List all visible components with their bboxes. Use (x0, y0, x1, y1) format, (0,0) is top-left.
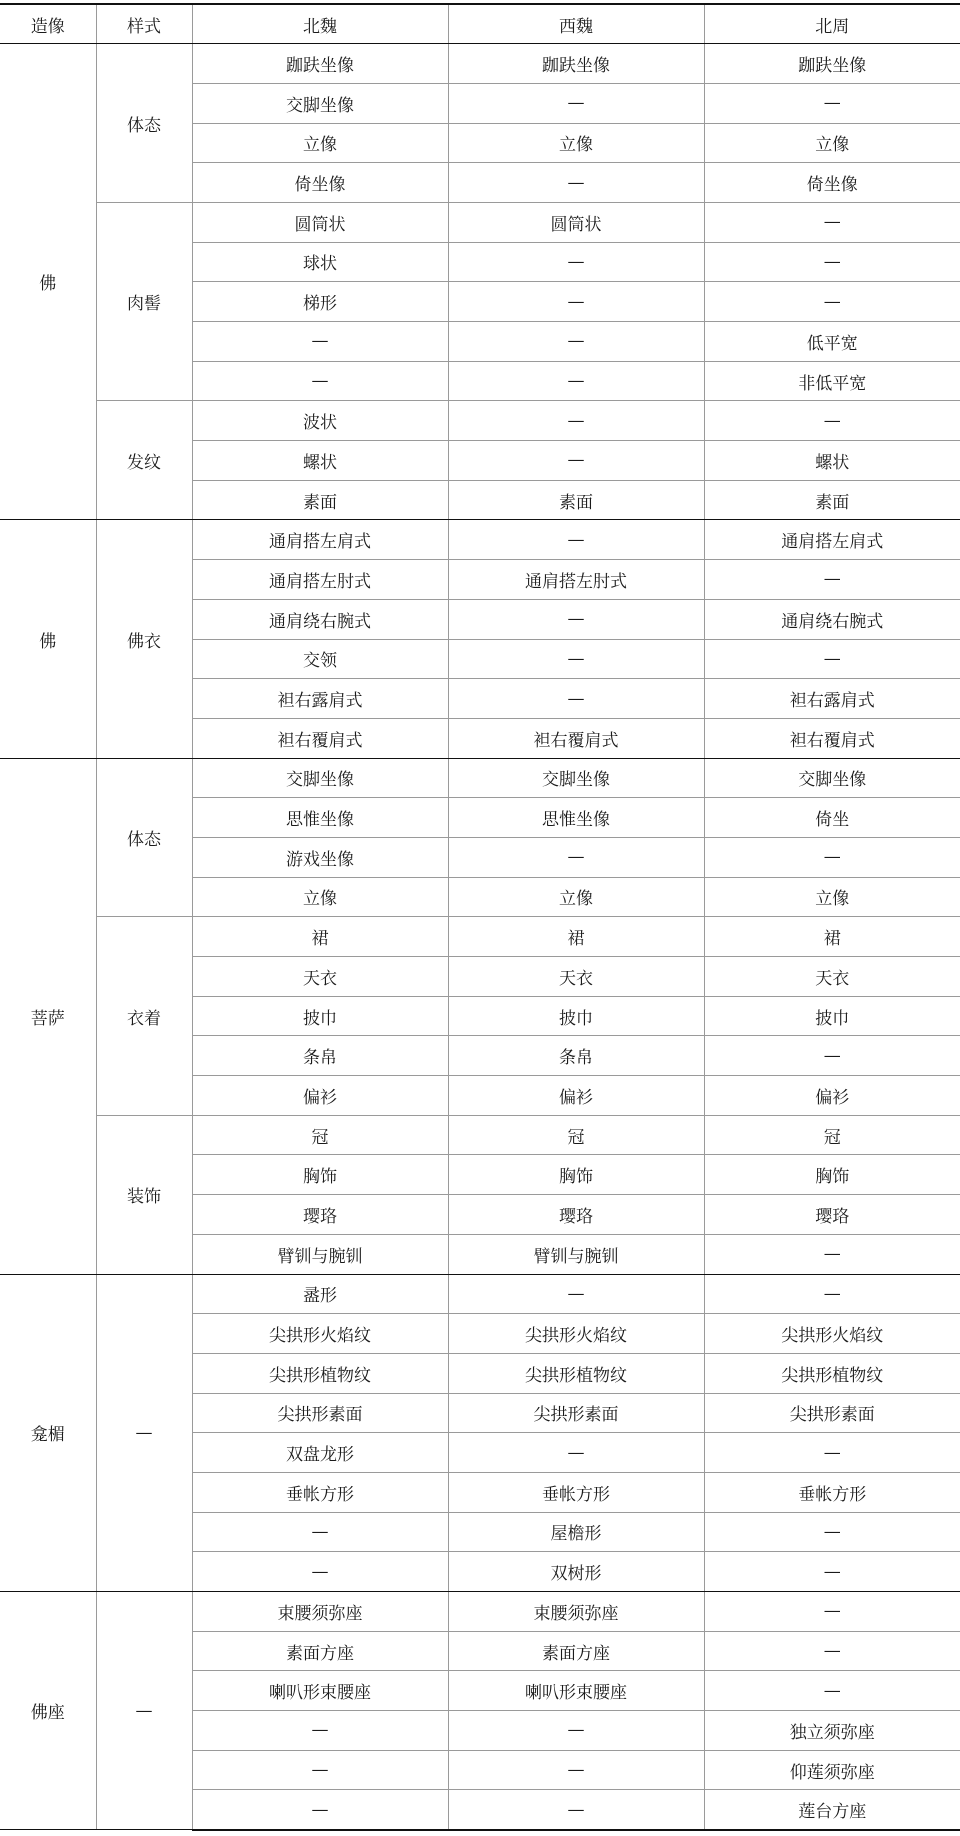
northern-zhou-cell: 天衣 (704, 957, 960, 997)
northern-zhou-cell: — (704, 83, 960, 123)
northern-wei-cell: 球状 (192, 242, 448, 282)
northern-zhou-cell: 尖拱形素面 (704, 1393, 960, 1433)
northern-zhou-cell: 通肩搭左肩式 (704, 520, 960, 560)
northern-wei-cell: — (192, 1552, 448, 1592)
header-row (0, 4, 960, 44)
table-row (0, 917, 960, 957)
northern-zhou-cell: 璎珞 (704, 1195, 960, 1235)
northern-zhou-cell: 螺状 (704, 441, 960, 481)
western-wei-cell: — (448, 1711, 704, 1751)
northern-wei-cell: 交脚坐像 (192, 758, 448, 798)
table-row (0, 401, 960, 441)
northern-zhou-cell: 尖拱形火焰纹 (704, 1314, 960, 1354)
northern-zhou-cell: 素面 (704, 480, 960, 520)
western-wei-cell: — (448, 837, 704, 877)
northern-zhou-cell: — (704, 1592, 960, 1632)
table-row (0, 520, 960, 560)
table-row (0, 1274, 960, 1314)
western-wei-cell: — (448, 1274, 704, 1314)
western-wei-cell: 圆筒状 (448, 202, 704, 242)
western-wei-cell: 尖拱形植物纹 (448, 1353, 704, 1393)
style-cell: 衣着 (96, 917, 192, 1115)
northern-zhou-cell: — (704, 1552, 960, 1592)
western-wei-cell: 臂钏与腕钏 (448, 1234, 704, 1274)
northern-zhou-cell: 袒右覆肩式 (704, 718, 960, 758)
northern-zhou-cell: 低平宽 (704, 322, 960, 362)
western-wei-cell: — (448, 1433, 704, 1473)
western-wei-cell: 思惟坐像 (448, 798, 704, 838)
northern-wei-cell: 袒右露肩式 (192, 679, 448, 719)
northern-wei-cell: 通肩搭左肘式 (192, 560, 448, 600)
northern-wei-cell: — (192, 1750, 448, 1790)
western-wei-cell: 胸饰 (448, 1155, 704, 1195)
style-cell: 体态 (96, 44, 192, 203)
northern-wei-cell: 胸饰 (192, 1155, 448, 1195)
northern-zhou-cell: 胸饰 (704, 1155, 960, 1195)
category-cell: 佛 (0, 520, 96, 758)
northern-wei-cell: 通肩绕右腕式 (192, 599, 448, 639)
northern-wei-cell: 立像 (192, 123, 448, 163)
western-wei-cell: 披巾 (448, 996, 704, 1036)
northern-wei-cell: 交领 (192, 639, 448, 679)
northern-zhou-cell: 披巾 (704, 996, 960, 1036)
table-header (0, 4, 960, 44)
comparison-table (0, 3, 960, 1831)
table-row (0, 44, 960, 84)
category-cell: 菩萨 (0, 758, 96, 1274)
northern-zhou-cell: 冠 (704, 1115, 960, 1155)
northern-zhou-cell: — (704, 1234, 960, 1274)
table-body (0, 44, 960, 1830)
northern-wei-cell: 披巾 (192, 996, 448, 1036)
western-wei-cell: 尖拱形素面 (448, 1393, 704, 1433)
western-wei-cell: — (448, 361, 704, 401)
northern-zhou-cell: 通肩绕右腕式 (704, 599, 960, 639)
northern-wei-cell: — (192, 361, 448, 401)
northern-zhou-cell: 倚坐 (704, 798, 960, 838)
northern-zhou-cell: 偏衫 (704, 1076, 960, 1116)
western-wei-cell: 垂帐方形 (448, 1472, 704, 1512)
northern-wei-cell: 束腰须弥座 (192, 1592, 448, 1632)
northern-wei-cell: 尖拱形植物纹 (192, 1353, 448, 1393)
northern-wei-cell: 垂帐方形 (192, 1472, 448, 1512)
western-wei-cell: — (448, 401, 704, 441)
northern-wei-cell: 交脚坐像 (192, 83, 448, 123)
northern-wei-cell: 梯形 (192, 282, 448, 322)
western-wei-cell: — (448, 282, 704, 322)
western-wei-cell: 交脚坐像 (448, 758, 704, 798)
western-wei-cell: 屋檐形 (448, 1512, 704, 1552)
category-cell: 佛座 (0, 1592, 96, 1830)
northern-wei-cell: 喇叭形束腰座 (192, 1671, 448, 1711)
northern-wei-cell: 双盘龙形 (192, 1433, 448, 1473)
western-wei-cell: — (448, 679, 704, 719)
northern-wei-cell: — (192, 1711, 448, 1751)
style-cell: 佛衣 (96, 520, 192, 758)
northern-wei-cell: 璎珞 (192, 1195, 448, 1235)
northern-zhou-cell: 立像 (704, 877, 960, 917)
western-wei-cell: — (448, 1750, 704, 1790)
northern-zhou-cell: — (704, 560, 960, 600)
western-wei-cell: 素面方座 (448, 1631, 704, 1671)
western-wei-cell: 天衣 (448, 957, 704, 997)
western-wei-cell: — (448, 163, 704, 203)
category-cell: 龛楣 (0, 1274, 96, 1592)
northern-wei-cell: 袒右覆肩式 (192, 718, 448, 758)
northern-zhou-cell: — (704, 401, 960, 441)
western-wei-cell: 偏衫 (448, 1076, 704, 1116)
style-cell: 发纹 (96, 401, 192, 520)
header-cell-style: 样式 (96, 4, 192, 44)
northern-zhou-cell: 垂帐方形 (704, 1472, 960, 1512)
western-wei-cell: 袒右覆肩式 (448, 718, 704, 758)
northern-zhou-cell: — (704, 242, 960, 282)
western-wei-cell: 裙 (448, 917, 704, 957)
header-cell-northern-zhou: 北周 (704, 4, 960, 44)
northern-zhou-cell: 尖拱形植物纹 (704, 1353, 960, 1393)
western-wei-cell: 璎珞 (448, 1195, 704, 1235)
western-wei-cell: 通肩搭左肘式 (448, 560, 704, 600)
header-cell-northern-wei: 北魏 (192, 4, 448, 44)
table-row (0, 202, 960, 242)
northern-zhou-cell: — (704, 837, 960, 877)
northern-zhou-cell: — (704, 1671, 960, 1711)
northern-wei-cell: 条帛 (192, 1036, 448, 1076)
table-row (0, 758, 960, 798)
western-wei-cell: 束腰须弥座 (448, 1592, 704, 1632)
northern-zhou-cell: — (704, 639, 960, 679)
western-wei-cell: 跏趺坐像 (448, 44, 704, 84)
style-cell: 装饰 (96, 1115, 192, 1274)
style-cell: 肉髻 (96, 202, 192, 400)
western-wei-cell: 双树形 (448, 1552, 704, 1592)
northern-wei-cell: 游戏坐像 (192, 837, 448, 877)
western-wei-cell: 冠 (448, 1115, 704, 1155)
western-wei-cell: — (448, 1790, 704, 1830)
northern-zhou-cell: 非低平宽 (704, 361, 960, 401)
northern-zhou-cell: 立像 (704, 123, 960, 163)
northern-wei-cell: 螺状 (192, 441, 448, 481)
table-row (0, 1115, 960, 1155)
northern-zhou-cell: 莲台方座 (704, 1790, 960, 1830)
northern-wei-cell: 跏趺坐像 (192, 44, 448, 84)
header-cell-category: 造像 (0, 4, 96, 44)
northern-wei-cell: 裙 (192, 917, 448, 957)
western-wei-cell: — (448, 441, 704, 481)
western-wei-cell: — (448, 639, 704, 679)
western-wei-cell: 素面 (448, 480, 704, 520)
northern-zhou-cell: — (704, 1036, 960, 1076)
western-wei-cell: 立像 (448, 877, 704, 917)
northern-zhou-cell: 裙 (704, 917, 960, 957)
northern-zhou-cell: — (704, 202, 960, 242)
northern-wei-cell: 冠 (192, 1115, 448, 1155)
northern-zhou-cell: 倚坐像 (704, 163, 960, 203)
northern-wei-cell: 素面方座 (192, 1631, 448, 1671)
northern-wei-cell: 波状 (192, 401, 448, 441)
western-wei-cell: — (448, 322, 704, 362)
western-wei-cell: 立像 (448, 123, 704, 163)
western-wei-cell: — (448, 242, 704, 282)
northern-wei-cell: 圆筒状 (192, 202, 448, 242)
northern-zhou-cell: — (704, 1274, 960, 1314)
northern-wei-cell: 尖拱形火焰纹 (192, 1314, 448, 1354)
northern-zhou-cell: — (704, 1512, 960, 1552)
northern-zhou-cell: — (704, 1433, 960, 1473)
northern-wei-cell: 盝形 (192, 1274, 448, 1314)
western-wei-cell: 条帛 (448, 1036, 704, 1076)
northern-wei-cell: — (192, 1790, 448, 1830)
style-cell: — (96, 1592, 192, 1830)
northern-wei-cell: — (192, 1512, 448, 1552)
northern-zhou-cell: 跏趺坐像 (704, 44, 960, 84)
northern-wei-cell: 立像 (192, 877, 448, 917)
style-cell: 体态 (96, 758, 192, 917)
northern-wei-cell: 思惟坐像 (192, 798, 448, 838)
northern-zhou-cell: 袒右露肩式 (704, 679, 960, 719)
northern-wei-cell: 天衣 (192, 957, 448, 997)
northern-zhou-cell: 独立须弥座 (704, 1711, 960, 1751)
northern-wei-cell: — (192, 322, 448, 362)
northern-wei-cell: 臂钏与腕钏 (192, 1234, 448, 1274)
category-cell: 佛 (0, 44, 96, 520)
northern-wei-cell: 倚坐像 (192, 163, 448, 203)
northern-wei-cell: 尖拱形素面 (192, 1393, 448, 1433)
western-wei-cell: 喇叭形束腰座 (448, 1671, 704, 1711)
western-wei-cell: — (448, 599, 704, 639)
northern-wei-cell: 偏衫 (192, 1076, 448, 1116)
northern-zhou-cell: — (704, 282, 960, 322)
western-wei-cell: — (448, 83, 704, 123)
northern-zhou-cell: — (704, 1631, 960, 1671)
northern-zhou-cell: 交脚坐像 (704, 758, 960, 798)
northern-wei-cell: 通肩搭左肩式 (192, 520, 448, 560)
western-wei-cell: — (448, 520, 704, 560)
table-row (0, 1592, 960, 1632)
header-cell-western-wei: 西魏 (448, 4, 704, 44)
style-cell: — (96, 1274, 192, 1592)
northern-zhou-cell: 仰莲须弥座 (704, 1750, 960, 1790)
northern-wei-cell: 素面 (192, 480, 448, 520)
western-wei-cell: 尖拱形火焰纹 (448, 1314, 704, 1354)
